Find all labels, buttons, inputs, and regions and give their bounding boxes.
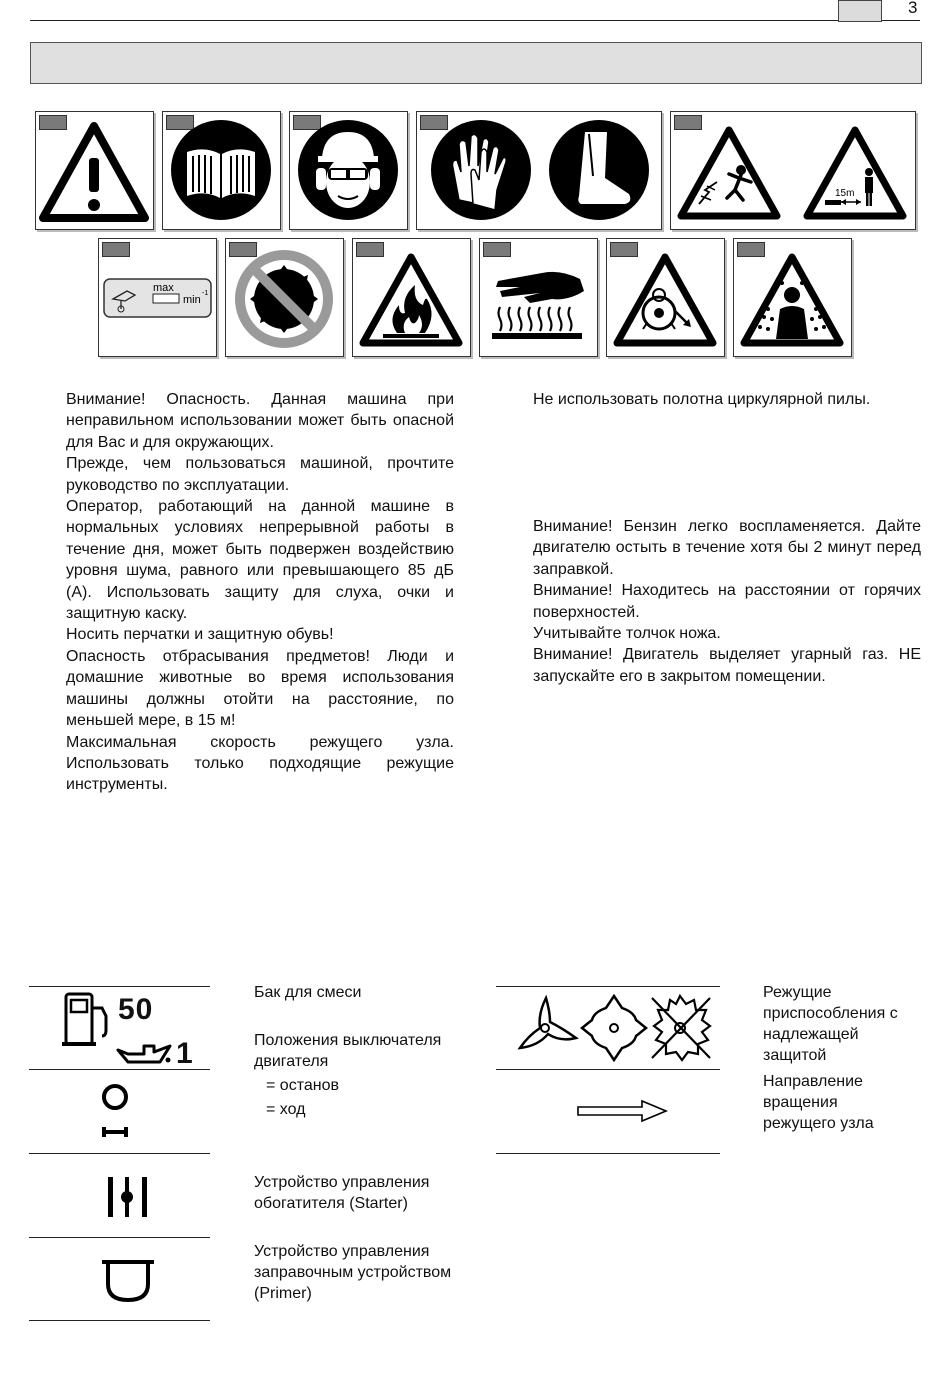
legend-cutting-tools: [763, 982, 923, 1066]
sign-gloves-boots: [416, 111, 662, 230]
legend-primer: [254, 1241, 464, 1304]
right-column-text: [533, 516, 921, 687]
min-label: min: [183, 294, 201, 306]
oil-ratio: 1: [176, 1037, 193, 1070]
legend-rule: [496, 1153, 720, 1154]
blade-thrust-icon: [607, 239, 724, 356]
paragraph: Оператор, работающий на данной машине в нормальных условиях непрерывной работы в течение дня, может быть подвержен воздействию уровня шума, равного или превышающего 85 дБ (A). Использовать защиту для слуха, очки и защитную каску.: [66, 498, 454, 623]
legend-rule: [496, 986, 720, 987]
paragraph: Внимание! Находитесь на расстоянии от горячих поверхностей.: [533, 582, 921, 621]
paragraph: Носить перчатки и защитную обувь!: [66, 626, 334, 644]
cutting-tools-icon: [512, 992, 716, 1064]
primer-bulb-icon: [100, 1256, 156, 1306]
helmet-goggles-earmuffs-icon: [290, 112, 407, 229]
oil-can-icon: [114, 1040, 174, 1066]
sign-max-speed: [98, 238, 217, 357]
legend-text: Положения выключателя двигателя: [254, 1032, 442, 1070]
rotation-arrow-icon: [576, 1098, 670, 1124]
legend-switch: [254, 1030, 444, 1120]
thrown-objects-icon: [671, 112, 788, 229]
min-exponent: -1: [202, 290, 209, 297]
top-rule: [30, 20, 920, 21]
sign-hot-surface: [479, 238, 598, 357]
max-label: max: [153, 282, 174, 294]
fuel-ratio: 50: [118, 993, 154, 1026]
sign-carbon-monoxide: [733, 238, 852, 357]
paragraph: Внимание! Двигатель выделяет угарный газ. НЕ запускайте его в закрытом помещении.: [533, 646, 921, 685]
right-column-top-text: [533, 389, 921, 410]
paragraph: Не использовать полотна циркулярной пилы.: [533, 391, 871, 408]
legend-rule: [29, 1320, 210, 1321]
toxic-gas-icon: [734, 239, 851, 356]
sign-read-manual: [162, 111, 281, 230]
legend-rule: [29, 1153, 210, 1154]
legend-text: = останов: [266, 1077, 339, 1094]
legend-rule: [29, 986, 210, 987]
legend-rule: [496, 1069, 720, 1070]
gloves-icon: [423, 112, 540, 229]
legend-text: = ход: [266, 1101, 306, 1118]
switch-stop-run-icon: [98, 1083, 132, 1139]
paragraph: Внимание! Опасность. Данная машина при неправильном использовании может быть опасной для Вас и для окружающих.: [66, 391, 454, 451]
legend-text: Направление вращения режущего узла: [763, 1073, 874, 1132]
warning-icon: [36, 112, 153, 229]
sign-thrown-objects: [670, 111, 916, 230]
legend-rotation: [763, 1071, 913, 1134]
hot-surface-icon: [480, 239, 597, 356]
page-number: 3: [908, 0, 918, 17]
page-tab: [838, 0, 882, 22]
legend-starter: [254, 1172, 464, 1214]
legend-rule: [29, 1237, 210, 1238]
flame-icon: [353, 239, 470, 356]
paragraph: Опасность отбрасывания предметов! Люди и домашние животные во время использования машины должны отойти на расстояние, по меньшей мере, в 15 м!: [66, 647, 454, 730]
left-column-text: [66, 389, 454, 796]
distance-label: 15m: [835, 188, 855, 199]
sign-head-protection: [289, 111, 408, 230]
book-icon: [163, 112, 280, 229]
sign-flammable: [352, 238, 471, 357]
fuel-pump-icon: [62, 990, 118, 1048]
sign-blade-thrust: [606, 238, 725, 357]
paragraph: Внимание! Бензин легко воспламеняется. Дайте двигателю остыть в течение хотя бы 2 минут перед заправкой.: [533, 518, 921, 578]
safe-distance-icon: [797, 112, 914, 229]
paragraph: Учитывайте толчок ножа.: [533, 625, 721, 643]
boots-icon: [541, 112, 658, 229]
legend-text: Устройство управления обогатителя (Starter): [254, 1174, 430, 1212]
section-banner: [30, 42, 922, 84]
sign-general-warning: [35, 111, 154, 230]
speed-plate-icon: [99, 239, 216, 356]
paragraph: Максимальная скорость режущего узла. Использовать только подходящие режущие инструменты.: [66, 733, 454, 794]
legend-fuel-mix: [254, 982, 474, 1003]
sign-no-saw-blade: [225, 238, 344, 357]
starter-choke-icon: [104, 1175, 152, 1219]
legend-text: Режущие приспособления с надлежащей защитой: [763, 984, 898, 1064]
legend-text: Бак для смеси: [254, 984, 362, 1001]
legend-text: Устройство управления заправочным устройством (Primer): [254, 1243, 452, 1302]
paragraph: Прежде, чем пользоваться машиной, прочтите руководство по эксплуатации.: [66, 455, 454, 494]
no-saw-blade-icon: [226, 239, 343, 356]
